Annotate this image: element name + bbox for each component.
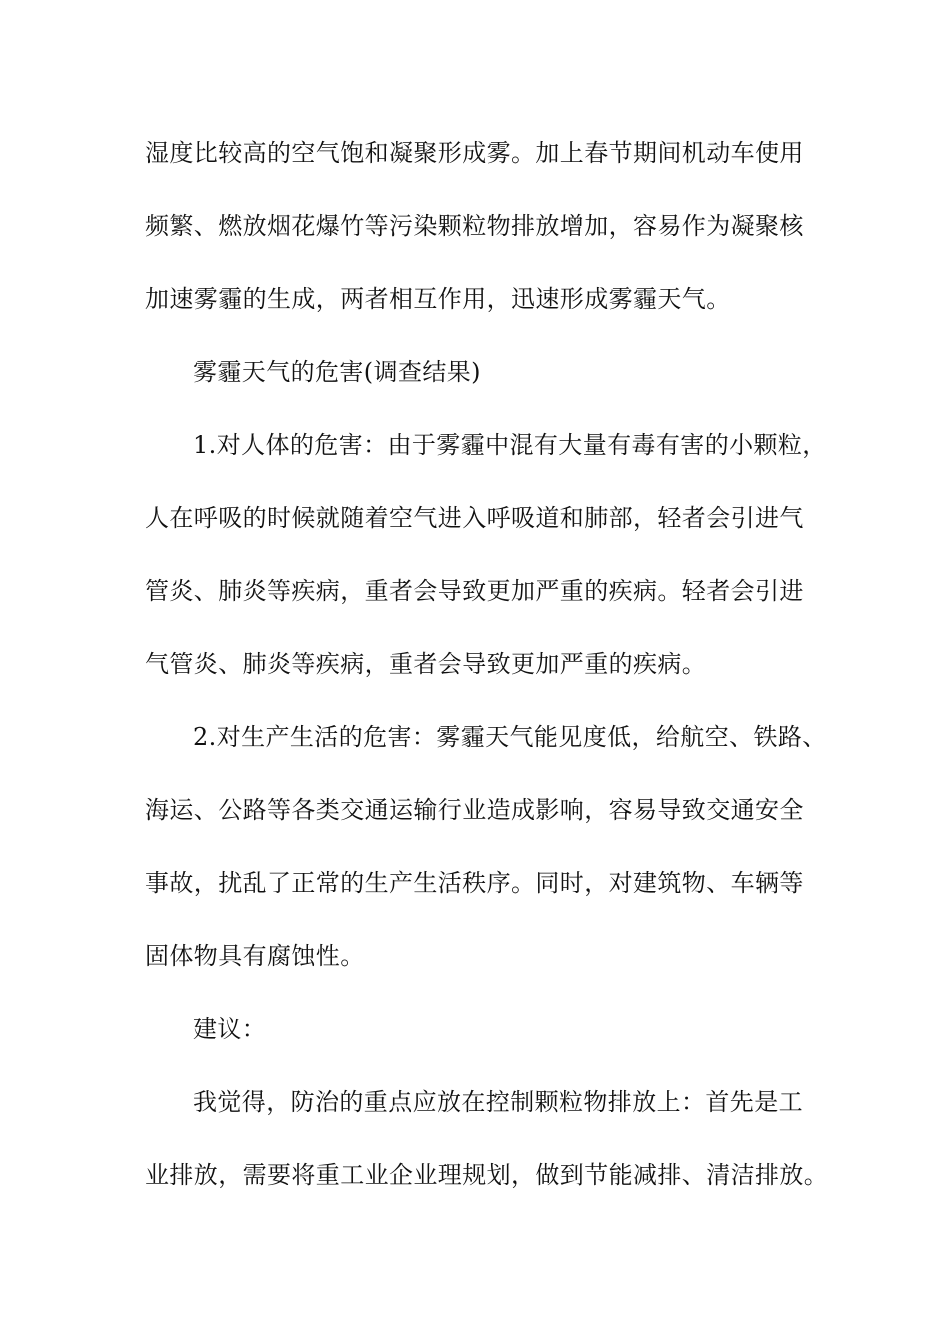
paragraph-line: 海运、公路等各类交通运输行业造成影响，容易导致交通安全 [145, 796, 804, 824]
paragraph-line: 气管炎、肺炎等疾病，重者会导致更加严重的疾病。 [145, 650, 707, 678]
paragraph-line: 频繁、燃放烟花爆竹等污染颗粒物排放增加，容易作为凝聚核 [145, 212, 804, 240]
paragraph-line: 管炎、肺炎等疾病，重者会导致更加严重的疾病。轻者会引进 [145, 577, 804, 605]
section-heading: 建议： [193, 1015, 267, 1043]
paragraph-line: 人在呼吸的时候就随着空气进入呼吸道和肺部，轻者会引进气 [145, 504, 804, 532]
paragraph-line: 湿度比较高的空气饱和凝聚形成雾。加上春节期间机动车使用 [145, 139, 804, 167]
paragraph-line: 固体物具有腐蚀性。 [145, 942, 365, 970]
paragraph-line: 事故，扰乱了正常的生产生活秩序。同时，对建筑物、车辆等 [145, 869, 804, 897]
paragraph-line: 加速雾霾的生成，两者相互作用，迅速形成雾霾天气。 [145, 285, 731, 313]
paragraph-line: 业排放，需要将重工业企业理规划，做到节能减排、清洁排放。 [145, 1161, 829, 1189]
section-heading: 雾霾天气的危害(调查结果) [193, 358, 481, 386]
paragraph-line: 1.对人体的危害：由于雾霾中混有大量有毒有害的小颗粒， [193, 431, 827, 459]
paragraph-line: 2.对生产生活的危害：雾霾天气能见度低，给航空、铁路、 [193, 723, 827, 751]
paragraph-line: 我觉得，防治的重点应放在控制颗粒物排放上：首先是工 [193, 1088, 803, 1116]
